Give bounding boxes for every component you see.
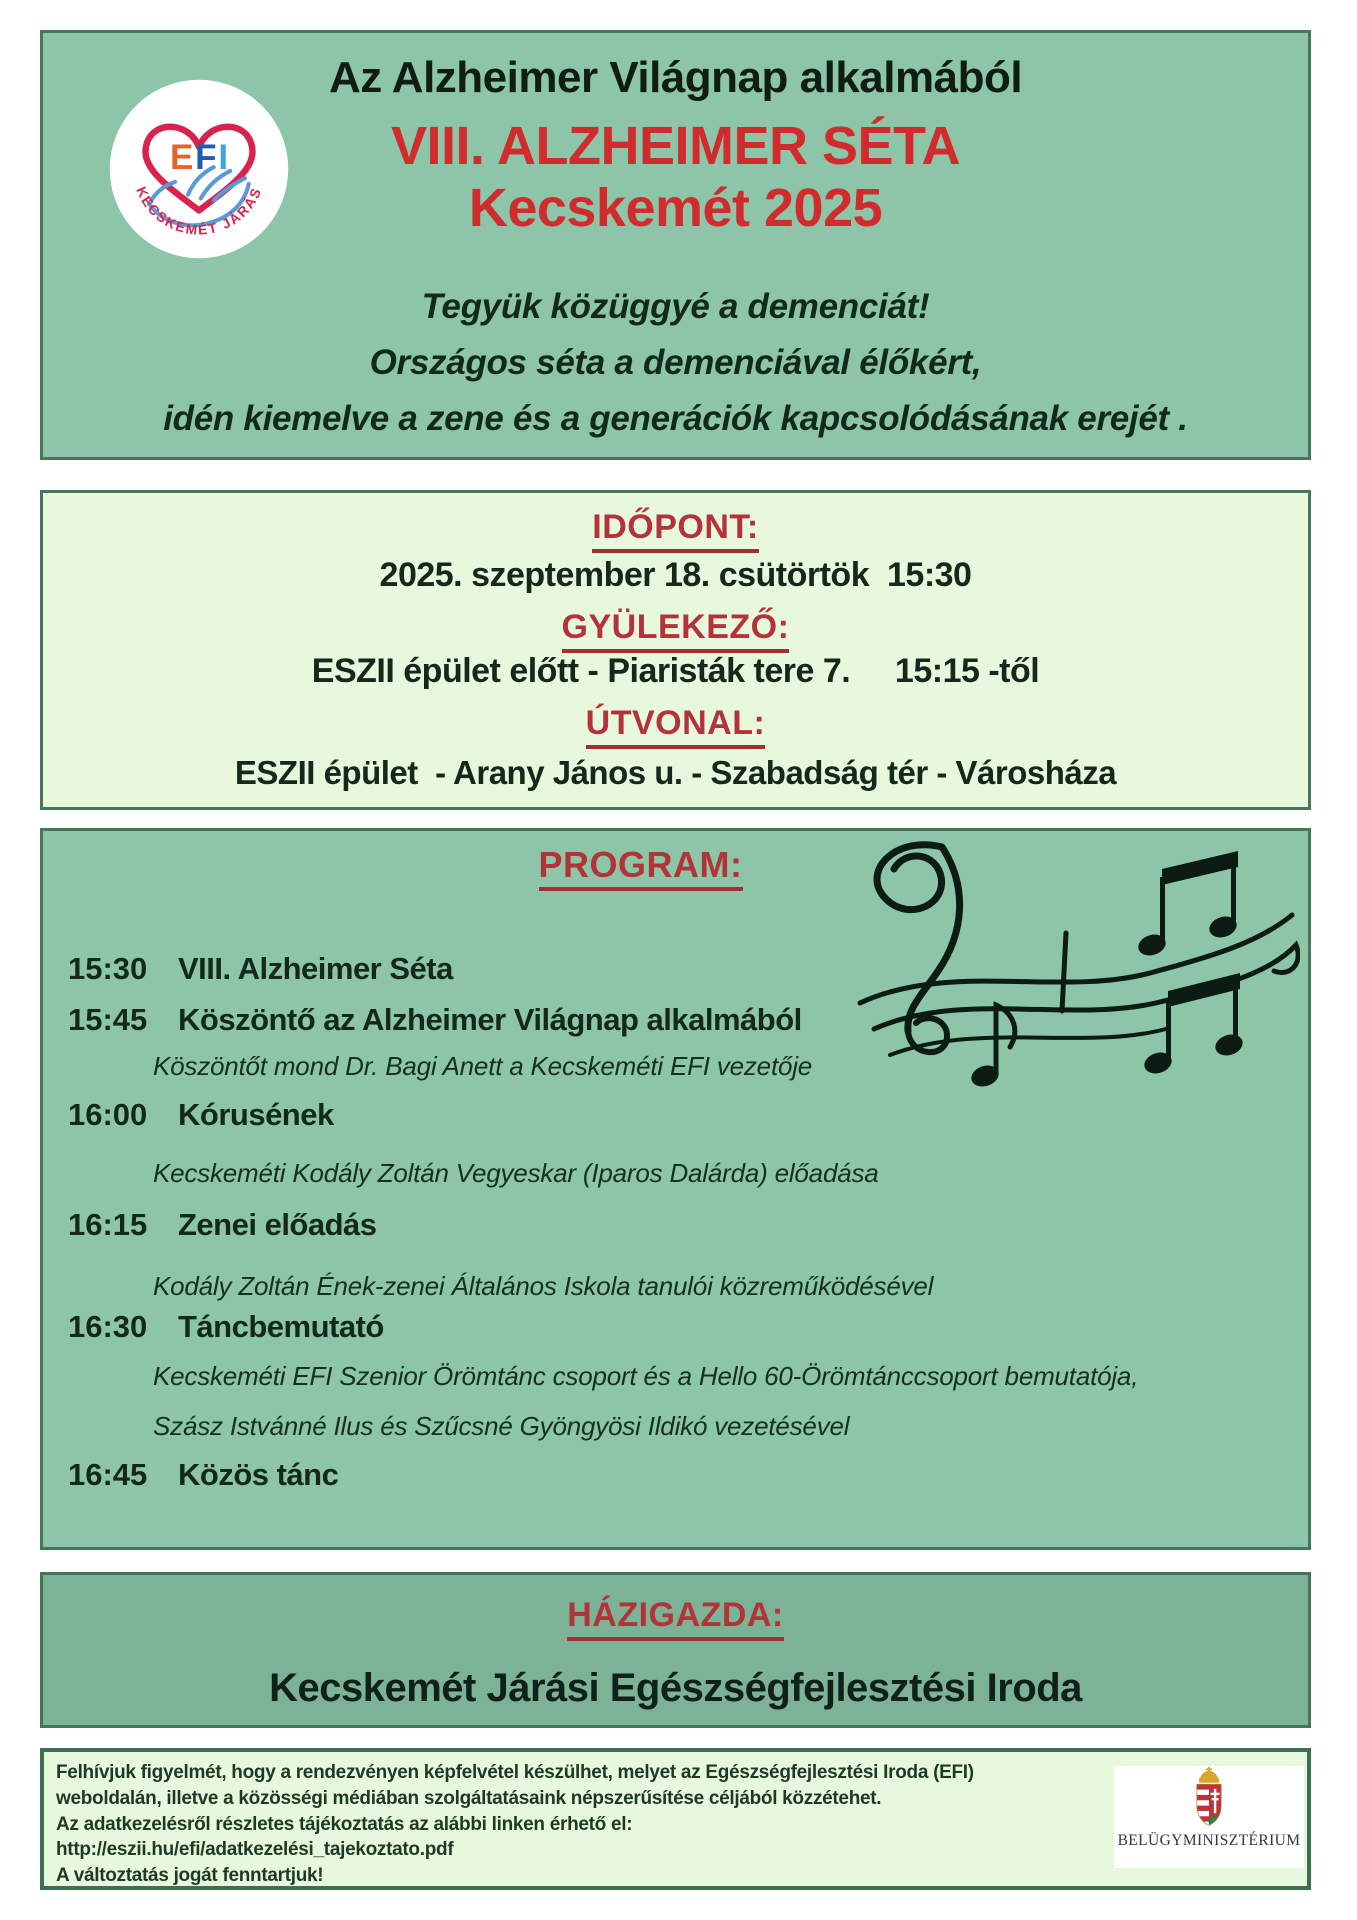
utvonal-value: ESZII épület - Arany János u. - Szabadság tér - Városháza — [234, 754, 1117, 791]
program-label: PROGRAM: — [539, 846, 743, 891]
program-item — [68, 1459, 338, 1492]
program-item-time: 16:00 — [68, 1097, 148, 1132]
program-item-note: Kecskeméti Kodály Zoltán Vegyeskar (Iparos Dalárda) előadása — [153, 1158, 879, 1188]
music-notes-graphic — [830, 833, 1300, 1133]
program-item-note: Kecskeméti EFI Szenior Örömtánc csoport és a Hello 60-Örömtánccsoport bemutatója, — [153, 1361, 1139, 1391]
super-title: Az Alzheimer Világnap alkalmából — [328, 53, 1023, 102]
gyulekezo-value: ESZII épület előtt - Piaristák tere 7. 15:15 -től — [311, 652, 1040, 690]
program-item-title: Köszöntő az Alzheimer Világnap alkalmából — [178, 1002, 802, 1037]
ministry-logo-box — [1114, 1766, 1304, 1868]
footer-box — [40, 1748, 1311, 1890]
program-item-title: Közös tánc — [178, 1457, 339, 1492]
slogan-line-2: Országos séta a demenciával élőkért, — [369, 343, 982, 382]
idopont-value: 2025. szeptember 18. csütörtök 15:30 — [379, 556, 972, 594]
program-item-note: Kodály Zoltán Ének-zenei Általános Iskola tanulói közreműködésével — [153, 1271, 934, 1301]
program-item-note: Köszöntőt mond Dr. Bagi Anett a Kecskeméti EFI vezetője — [153, 1051, 813, 1081]
gyulekezo-label: GYÜLEKEZŐ: — [562, 610, 790, 653]
hazigazda-heading — [43, 1598, 1308, 1641]
program-item — [68, 1004, 802, 1037]
idopont-heading — [43, 510, 1308, 553]
program-item-time: 16:45 — [68, 1457, 148, 1492]
host-box — [40, 1572, 1311, 1728]
program-item-time: 16:15 — [68, 1207, 148, 1242]
program-item — [68, 953, 453, 986]
idopont-label: IDŐPONT: — [592, 510, 758, 553]
efi-letter-f: F — [195, 138, 217, 177]
logo-ring-text: KECSKEMÉT JÁRÁS — [133, 184, 265, 238]
footer-line-2: weboldalán, illetve a közösségi médiában szolgáltatásaink népszerűsítése céljából közzétehet. — [56, 1787, 882, 1809]
program-box — [40, 828, 1311, 1550]
program-item — [68, 1099, 334, 1132]
main-title-line2: Kecskemét 2025 — [468, 178, 883, 238]
program-item-time: 15:45 — [68, 1002, 148, 1037]
program-item — [68, 1209, 377, 1242]
footer-line-5: A változtatás jogát fenntartjuk! — [56, 1865, 324, 1887]
privacy-link-url: http://eszii.hu/efi/adatkezelési_tajekoztato.pdf — [56, 1839, 454, 1861]
main-title-line1: VIII. ALZHEIMER SÉTA — [390, 116, 961, 176]
gyulekezo-heading — [43, 610, 1308, 653]
host-value: Kecskemét Járási Egészségfejlesztési Iroda — [269, 1666, 1082, 1710]
efi-letter-e: E — [169, 138, 194, 177]
ministry-name: BELÜGYMINISZTÉRIUM — [1117, 1832, 1301, 1849]
program-item-time: 16:30 — [68, 1309, 148, 1344]
footer-line-1: Felhívjuk figyelmét, hogy a rendezvényen képfelvétel készülhet, melyet az Egészségfejlesztési Iroda (EFI) — [56, 1762, 974, 1783]
crown — [1199, 1767, 1219, 1783]
hazigazda-label: HÁZIGAZDA: — [567, 1598, 784, 1641]
program-item-title: Zenei előadás — [178, 1207, 377, 1242]
hungary-coat-of-arms-icon — [1184, 1766, 1234, 1830]
program-item-title: VIII. Alzheimer Séta — [178, 951, 453, 986]
slogan-line-1: Tegyük közüggyé a demenciát! — [421, 287, 930, 326]
details-box — [40, 490, 1311, 810]
program-item-title: Kórusének — [178, 1097, 334, 1132]
program-item-title: Táncbemutató — [178, 1309, 384, 1344]
utvonal-label: ÚTVONAL: — [586, 706, 766, 749]
program-item — [68, 1311, 384, 1344]
efi-letter-i: I — [218, 138, 229, 177]
utvonal-heading — [43, 706, 1308, 749]
footer-notice — [56, 1760, 1116, 1889]
header-box — [40, 30, 1311, 460]
program-item-time: 15:30 — [68, 951, 148, 986]
music-notes-icon — [830, 833, 1300, 1133]
slogan-line-3: idén kiemelve a zene és a generációk kapcsolódásának erejét . — [163, 399, 1188, 438]
footer-line-3: Az adatkezelésről részletes tájékoztatás az alábbi linken érhető el: — [56, 1813, 633, 1835]
program-item-note: Szász Istvánné Ilus és Szűcsné Gyöngyösi Ildikó vezetésével — [153, 1411, 850, 1441]
